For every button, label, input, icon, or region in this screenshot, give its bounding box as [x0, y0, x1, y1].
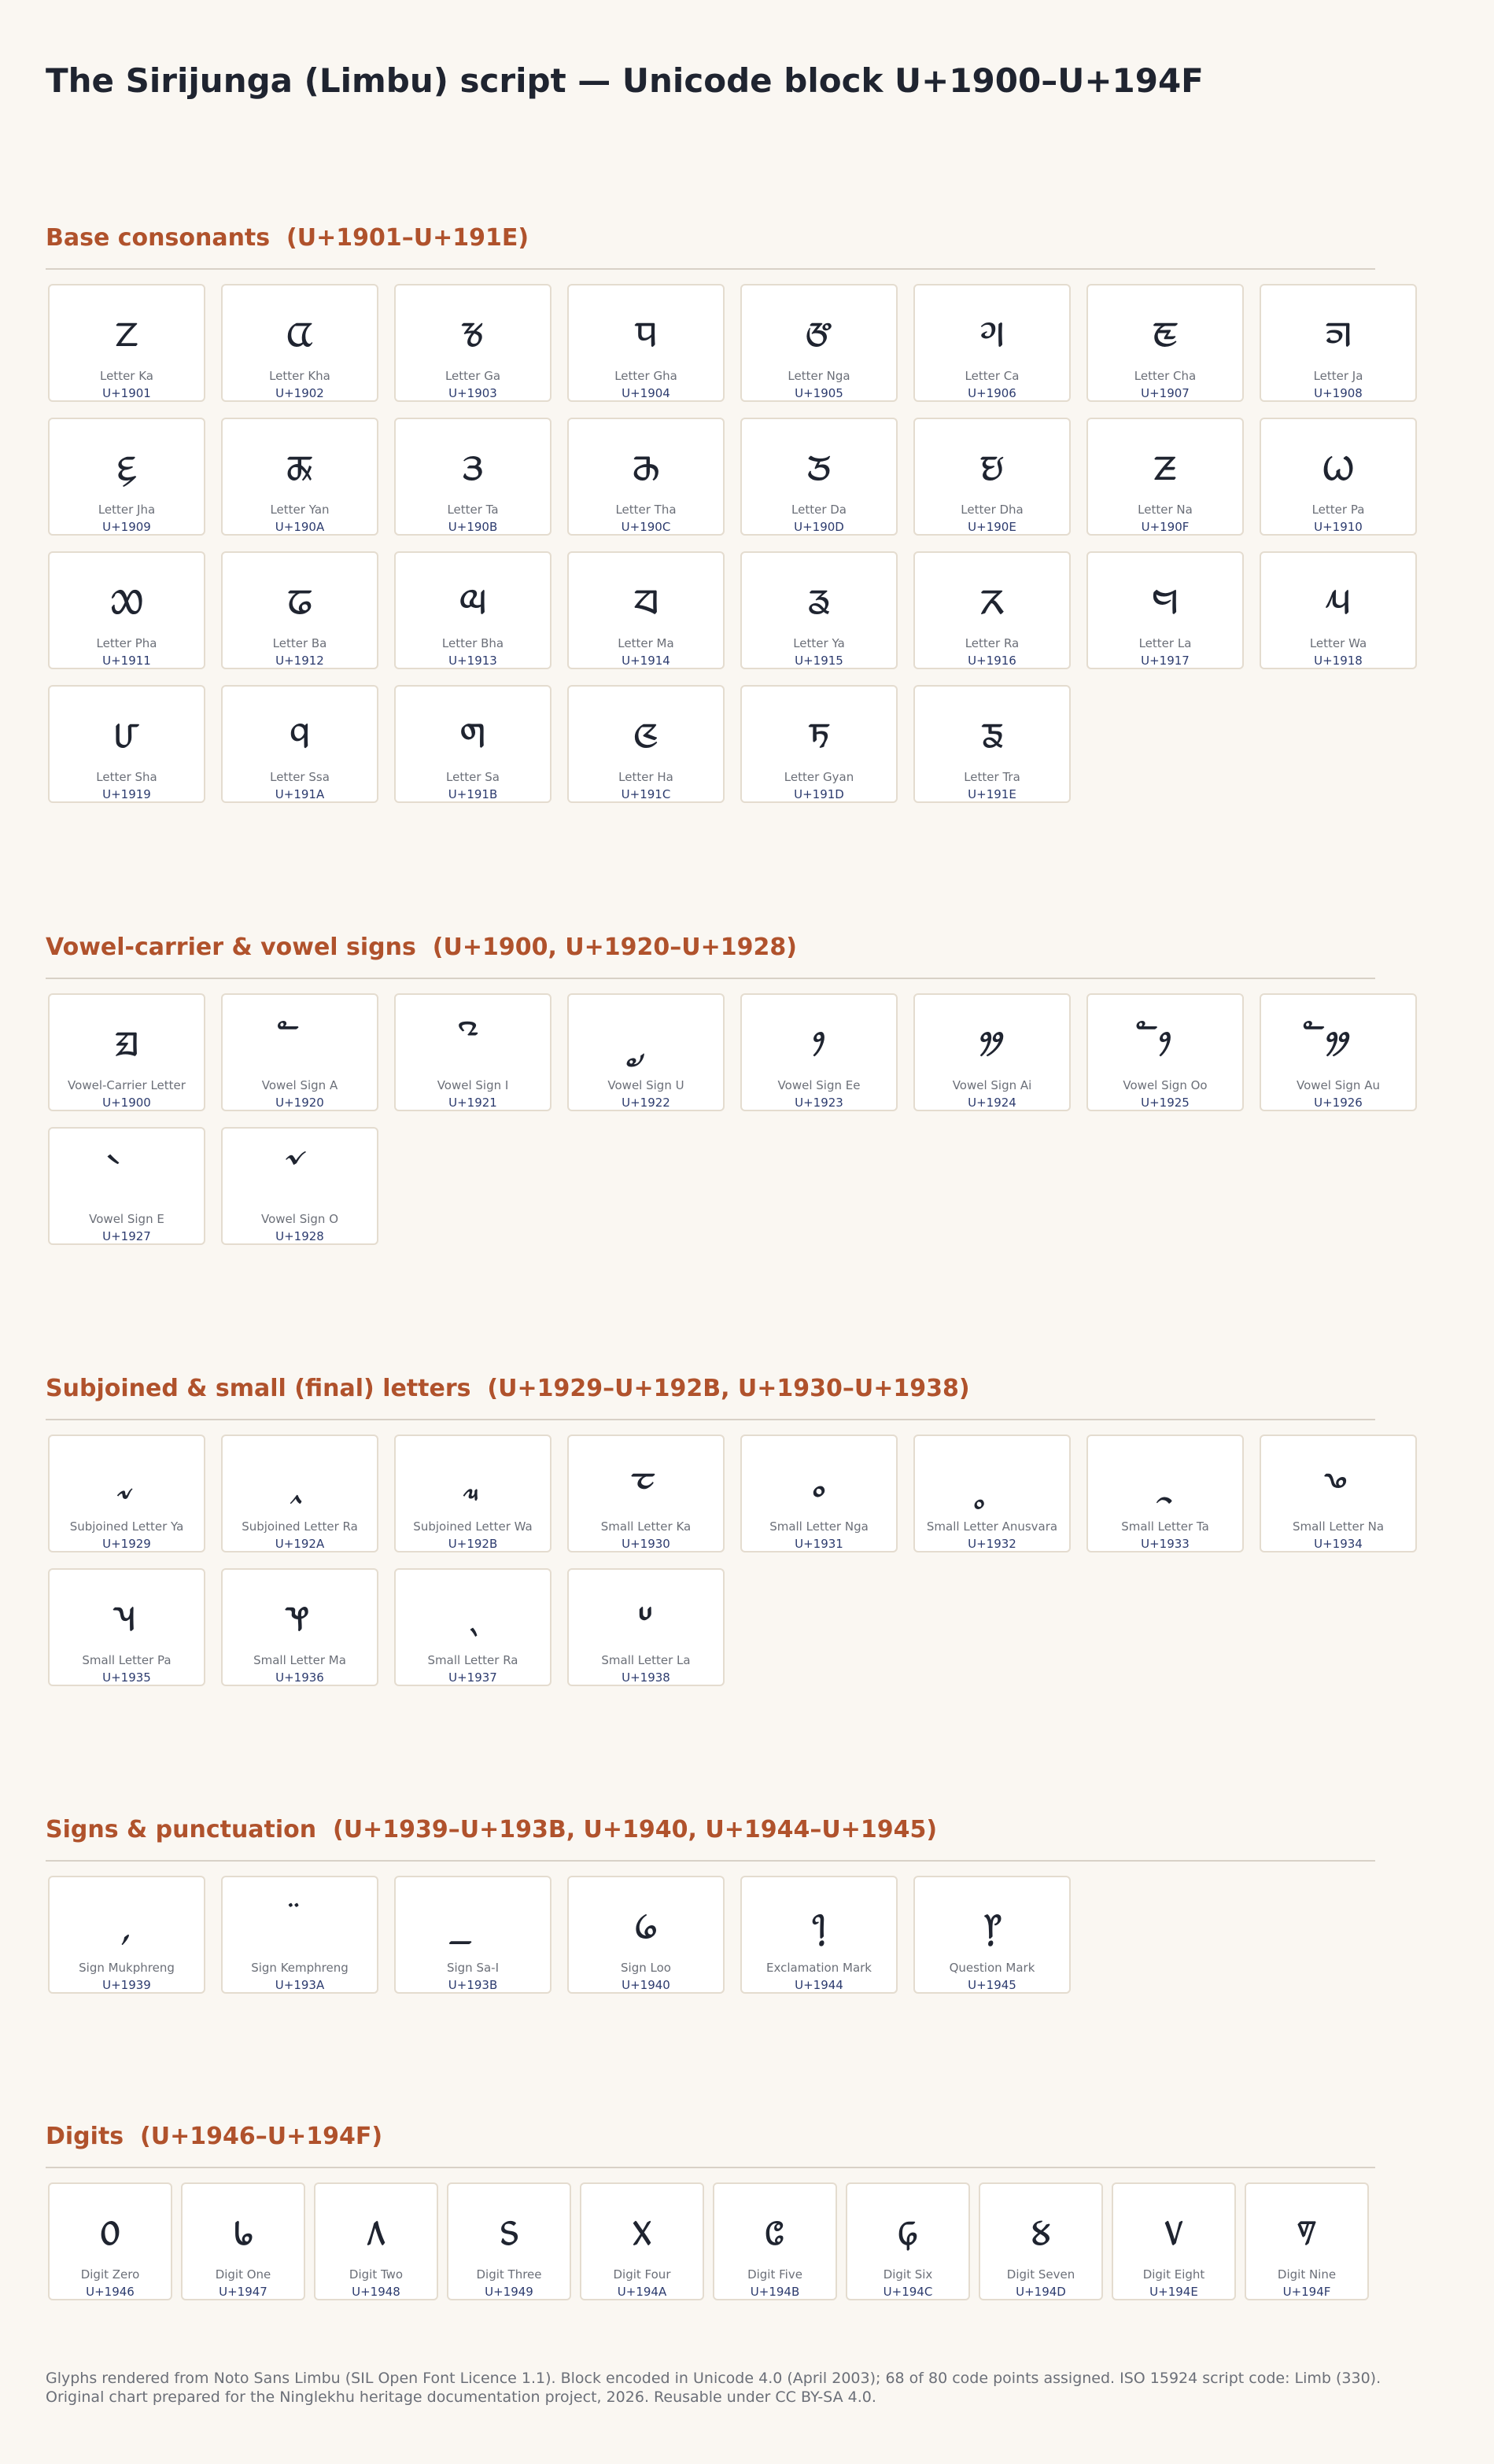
glyph-card [48, 685, 205, 803]
glyph-specimen: ᥆ [100, 2199, 120, 2256]
glyph-card [1086, 1435, 1244, 1552]
glyph-name: Small Letter Ra [427, 1653, 518, 1667]
code-point: U+1924 [968, 1096, 1016, 1110]
glyph-card [1260, 551, 1417, 669]
section-base-consonants [46, 224, 1375, 801]
glyph-name: Digit One [215, 2267, 271, 2282]
glyph-name: Vowel Sign O [261, 1212, 338, 1226]
code-point: U+1948 [352, 2285, 400, 2299]
glyph-card [48, 551, 205, 669]
glyph-card [913, 1435, 1071, 1552]
glyph-name: Letter Ja [1313, 369, 1363, 383]
section-heading: Subjoined & small (final) letters (U+1929–U+192B, U+1930–U+1938) [46, 1375, 970, 1402]
code-point: U+190E [968, 520, 1016, 534]
code-point: U+1901 [102, 386, 151, 400]
glyph-specimen: ᤤ [979, 1010, 1005, 1067]
glyph-specimen: ᤕ [807, 568, 831, 625]
glyph-name: Question Mark [949, 1961, 1035, 1975]
code-point: U+1910 [1314, 520, 1363, 534]
glyph-name: Small Letter Ma [253, 1653, 346, 1667]
glyph-name: Small Letter Na [1292, 1519, 1385, 1534]
glyph-specimen: ᥅ [981, 1892, 1003, 1950]
glyph-grid [48, 284, 1417, 803]
code-point: U+1912 [275, 654, 324, 668]
glyph-specimen [223, 1891, 377, 1951]
code-point: U+1926 [1314, 1096, 1363, 1110]
glyph-specimen [396, 1891, 550, 1951]
glyph-card [394, 993, 551, 1111]
glyph-name: Digit Two [349, 2267, 404, 2282]
glyph-specimen: ᤄ [634, 300, 658, 358]
glyph-card [314, 2182, 438, 2300]
code-point: U+192A [275, 1537, 325, 1551]
glyph-name: Letter Kha [269, 369, 330, 383]
code-point: U+1944 [795, 1978, 843, 1992]
glyph-name: Vowel Sign E [89, 1212, 164, 1226]
code-point: U+1903 [448, 386, 497, 400]
code-point: U+1906 [968, 386, 1016, 400]
glyph-card [913, 551, 1071, 669]
code-point: U+1917 [1141, 654, 1190, 668]
code-point: U+190F [1141, 520, 1190, 534]
code-point: U+1923 [795, 1096, 843, 1110]
glyph-specimen: ᤹ [123, 1892, 131, 1950]
glyph-specimen: ᥉ [499, 2199, 519, 2256]
glyph-specimen: ᤇ [1152, 300, 1179, 358]
glyph-specimen: ᤱ [812, 1451, 826, 1508]
code-point: U+190D [794, 520, 844, 534]
section-divider [46, 2167, 1375, 2168]
glyph-card [221, 1568, 378, 1686]
glyph-name: Letter Ba [272, 636, 327, 650]
glyph-name: Letter Tra [964, 770, 1020, 784]
code-point: U+1927 [102, 1229, 151, 1243]
code-point: U+1933 [1141, 1537, 1190, 1551]
code-point: U+1909 [102, 520, 151, 534]
glyph-specimen: ᤶ [290, 1585, 310, 1642]
glyph-grid [48, 993, 1417, 1245]
glyph-card [1245, 2182, 1369, 2300]
glyph-name: Digit Four [613, 2267, 671, 2282]
glyph-specimen: ᤞ [980, 702, 1004, 759]
glyph-specimen [569, 1009, 723, 1069]
glyph-specimen: ᤀ [114, 1010, 139, 1067]
code-point: U+194B [750, 2285, 800, 2299]
code-point: U+194F [1282, 2285, 1331, 2299]
glyph-specimen: ᤉ [116, 434, 137, 492]
glyph-name: Subjoined Letter Ya [69, 1519, 184, 1534]
glyph-name: Small Letter Anusvara [926, 1519, 1058, 1534]
glyph-card [48, 993, 205, 1111]
glyph-card [394, 551, 551, 669]
code-point: U+1947 [219, 2285, 267, 2299]
glyph-specimen [223, 1450, 377, 1510]
code-point: U+1911 [102, 654, 151, 668]
code-point: U+1916 [968, 654, 1016, 668]
glyph-card [1086, 993, 1244, 1111]
glyph-card [221, 418, 378, 536]
glyph-card [567, 1568, 725, 1686]
code-point: U+1921 [448, 1096, 497, 1110]
glyph-card [913, 1876, 1071, 1994]
code-point: U+191B [448, 787, 498, 801]
glyph-card [221, 1876, 378, 1994]
code-point: U+1929 [102, 1537, 151, 1551]
glyph-card [48, 1568, 205, 1686]
glyph-card [913, 685, 1071, 803]
glyph-name: Sign Sa-I [446, 1961, 500, 1975]
glyph-card [394, 284, 551, 402]
glyph-name: Sign Mukphreng [79, 1961, 175, 1975]
code-point: U+1913 [448, 654, 497, 668]
glyph-specimen: ᤖ [979, 568, 1005, 625]
glyph-specimen: ᥀ [634, 1892, 658, 1950]
glyph-card [48, 284, 205, 402]
glyph-card [221, 1435, 378, 1552]
glyph-name: Exclamation Mark [766, 1961, 872, 1975]
code-point: U+1920 [275, 1096, 324, 1110]
glyph-card [740, 418, 898, 536]
code-point: U+1905 [795, 386, 843, 400]
glyph-name: Vowel Sign I [437, 1078, 509, 1092]
glyph-card [394, 1435, 551, 1552]
glyph-name: Digit Zero [80, 2267, 140, 2282]
glyph-name: Letter Ga [445, 369, 501, 383]
glyph-grid [48, 1435, 1417, 1686]
code-point: U+1914 [622, 654, 670, 668]
glyph-name: Letter Sha [96, 770, 157, 784]
code-point: U+1935 [102, 1670, 151, 1685]
glyph-card [221, 284, 378, 402]
section-heading: Digits (U+1946–U+194F) [46, 2123, 383, 2150]
glyph-card [567, 551, 725, 669]
section-digits [46, 2123, 1375, 2299]
glyph-specimen: ᤳ [1158, 1451, 1172, 1508]
glyph-specimen: ᤷ [468, 1585, 478, 1642]
glyph-name: Letter Nga [788, 369, 850, 383]
glyph-name: Letter Cha [1134, 369, 1197, 383]
code-point: U+1938 [622, 1670, 670, 1685]
glyph-specimen: ᤆ [979, 300, 1005, 358]
code-point: U+1928 [275, 1229, 324, 1243]
glyph-card [913, 418, 1071, 536]
glyph-specimen: ᤘ [1326, 568, 1351, 625]
glyph-card [221, 685, 378, 803]
glyph-specimen: ᤔ [633, 568, 659, 625]
glyph-card [221, 993, 378, 1111]
glyph-name: Letter Pha [96, 636, 157, 650]
section-heading: Vowel-carrier & vowel signs (U+1900, U+1920–U+1928) [46, 934, 797, 961]
glyph-card [567, 685, 725, 803]
code-point: U+190C [621, 520, 671, 534]
glyph-name: Letter Ca [965, 369, 1020, 383]
glyph-name: Letter Dha [961, 503, 1024, 517]
glyph-card [1112, 2182, 1236, 2300]
code-point: U+1915 [795, 654, 843, 668]
glyph-card [567, 1876, 725, 1994]
code-point: U+1945 [968, 1978, 1016, 1992]
glyph-name: Letter Jha [98, 503, 156, 517]
glyph-grid [48, 1876, 1417, 1994]
glyph-name: Letter Wa [1309, 636, 1367, 650]
glyph-specimen: ᤐ [1322, 434, 1354, 492]
code-point: U+194D [1016, 2285, 1066, 2299]
glyph-card [913, 284, 1071, 402]
glyph-specimen: ᤦ [1325, 1010, 1352, 1067]
glyph-specimen: ᤣ [812, 1010, 826, 1067]
code-point: U+194E [1149, 2285, 1198, 2299]
glyph-specimen: ᤅ [805, 300, 833, 358]
glyph-card [740, 284, 898, 402]
glyph-card [740, 1876, 898, 1994]
glyph-card [48, 418, 205, 536]
glyph-name: Vowel Sign Au [1297, 1078, 1380, 1092]
glyph-card [567, 418, 725, 536]
glyph-name: Letter Ma [618, 636, 674, 650]
glyph-card [567, 993, 725, 1111]
glyph-specimen [915, 1450, 1069, 1510]
code-point: U+190B [448, 520, 498, 534]
glyph-specimen: ᤛ [459, 702, 486, 759]
glyph-name: Letter Tha [615, 503, 677, 517]
code-point: U+1939 [102, 1978, 151, 1992]
glyph-name: Sign Loo [621, 1961, 671, 1975]
glyph-name: Letter Ka [99, 369, 153, 383]
glyph-name: Digit Three [476, 2267, 542, 2282]
glyph-card [740, 685, 898, 803]
glyph-specimen: ᤵ [117, 1585, 136, 1642]
glyph-name: Subjoined Letter Wa [413, 1519, 533, 1534]
glyph-card [394, 685, 551, 803]
code-point: U+1904 [622, 386, 670, 400]
glyph-specimen: ᤝ [807, 702, 831, 759]
glyph-specimen: ᥏ [1297, 2199, 1317, 2256]
code-point: U+1940 [622, 1978, 670, 1992]
glyph-name: Letter Ya [793, 636, 845, 650]
section-subjoined-small-letters [46, 1375, 1385, 1685]
glyph-specimen: ᤎ [979, 434, 1005, 492]
glyph-name: Letter Sa [446, 770, 500, 784]
glyph-name: Letter Gha [614, 369, 677, 383]
code-point: U+193A [275, 1978, 325, 1992]
glyph-specimen: ᤍ [806, 434, 832, 492]
glyph-specimen: ᤋ [462, 434, 484, 492]
glyph-specimen: ᤚ [290, 702, 310, 759]
page-title: The Sirijunga (Limbu) script — Unicode block U+1900–U+194F [46, 61, 1204, 100]
glyph-card [740, 993, 898, 1111]
section-heading: Signs & punctuation (U+1939–U+193B, U+1940, U+1944–U+1945) [46, 1816, 938, 1843]
glyph-name: Vowel Sign Ee [777, 1078, 861, 1092]
glyph-specimen: ᥍ [1031, 2199, 1051, 2256]
code-point: U+1922 [622, 1096, 670, 1110]
glyph-specimen: ᤫ [467, 1451, 479, 1508]
glyph-specimen [50, 1143, 204, 1203]
glyph-name: Letter La [1138, 636, 1192, 650]
glyph-card [740, 1435, 898, 1552]
glyph-specimen: ᤃ [461, 300, 485, 358]
glyph-card [48, 1127, 205, 1245]
section-divider [46, 268, 1375, 270]
glyph-name: Sign Kemphreng [251, 1961, 349, 1975]
glyph-card [567, 1435, 725, 1552]
code-point: U+1936 [275, 1670, 324, 1685]
glyph-name: Small Letter La [601, 1653, 691, 1667]
glyph-card [181, 2182, 305, 2300]
glyph-card [580, 2182, 704, 2300]
glyph-name: Small Letter Ta [1121, 1519, 1209, 1534]
code-point: U+1900 [102, 1096, 151, 1110]
glyph-specimen: ᤥ [1158, 1010, 1172, 1067]
glyph-name: Letter Ta [447, 503, 499, 517]
glyph-name: Letter Pa [1311, 503, 1365, 517]
glyph-specimen: ᥊ [632, 2199, 652, 2256]
glyph-name: Vowel Sign U [607, 1078, 684, 1092]
glyph-specimen: ᤌ [633, 434, 659, 492]
glyph-name: Small Letter Nga [769, 1519, 869, 1534]
code-point: U+1937 [448, 1670, 497, 1685]
glyph-name: Letter Ha [618, 770, 673, 784]
glyph-name: Digit Five [747, 2267, 802, 2282]
section-signs-punctuation [46, 1816, 1375, 1992]
code-point: U+191E [968, 787, 1016, 801]
glyph-card [979, 2182, 1103, 2300]
glyph-card [48, 1435, 205, 1552]
glyph-specimen: ᤙ [113, 702, 140, 759]
glyph-name: Vowel Sign Ai [952, 1078, 1032, 1092]
glyph-specimen: ᤡ [467, 1010, 478, 1067]
glyph-specimen: ᥋ [765, 2199, 785, 2256]
glyph-card [221, 1127, 378, 1245]
code-point: U+1908 [1314, 386, 1363, 400]
code-point: U+1932 [968, 1537, 1016, 1551]
code-point: U+1946 [86, 2285, 135, 2299]
glyph-card [913, 993, 1071, 1111]
glyph-specimen [223, 1143, 377, 1203]
code-point: U+191D [794, 787, 844, 801]
glyph-name: Letter Ssa [270, 770, 330, 784]
glyph-specimen: ᤈ [1324, 300, 1352, 358]
glyph-card [1086, 284, 1244, 402]
glyph-card [567, 284, 725, 402]
glyph-specimen: ᤸ [639, 1585, 653, 1642]
glyph-card [394, 418, 551, 536]
glyph-name: Vowel Sign A [261, 1078, 338, 1092]
code-point: U+193B [448, 1978, 498, 1992]
code-point: U+191A [275, 787, 325, 801]
code-point: U+194C [883, 2285, 933, 2299]
code-point: U+192B [448, 1537, 498, 1551]
section-vowel-signs [46, 934, 1380, 1243]
glyph-card [48, 1876, 205, 1994]
glyph-card [1086, 551, 1244, 669]
code-point: U+1918 [1314, 654, 1363, 668]
code-point: U+1949 [485, 2285, 533, 2299]
glyph-specimen: ᤴ [1329, 1451, 1348, 1508]
glyph-name: Vowel-Carrier Letter [68, 1078, 186, 1092]
glyph-name: Subjoined Letter Ra [242, 1519, 358, 1534]
glyph-name: Letter Gyan [784, 770, 854, 784]
footer-line-source: Glyphs rendered from Noto Sans Limbu (SIL Open Font Licence 1.1). Block encoded in Unicode 4.0 (April 2003); 68 of 80 code points assigned. ISO 15924 script code: Limb (330). [46, 2370, 1381, 2387]
section-divider [46, 1860, 1375, 1862]
glyph-name: Small Letter Ka [600, 1519, 692, 1534]
glyph-name: Digit Six [883, 2267, 933, 2282]
glyph-name: Letter Na [1138, 503, 1193, 517]
code-point: U+194A [617, 2285, 667, 2299]
glyph-specimen: ᤓ [459, 568, 487, 625]
glyph-card [1260, 284, 1417, 402]
glyph-card [1260, 418, 1417, 536]
glyph-specimen: ᤊ [286, 434, 314, 492]
glyph-specimen: ᤁ [115, 300, 138, 358]
code-point: U+1934 [1314, 1537, 1363, 1551]
glyph-name: Letter Da [791, 503, 847, 517]
code-point: U+191C [621, 787, 671, 801]
glyph-specimen: ᤂ [286, 300, 313, 358]
glyph-card [1260, 1435, 1417, 1552]
glyph-specimen: ᥄ [810, 1892, 828, 1950]
glyph-specimen: ᥈ [366, 2199, 386, 2256]
code-point: U+1919 [102, 787, 151, 801]
glyph-name: Small Letter Pa [82, 1653, 172, 1667]
glyph-name: Letter Yan [270, 503, 330, 517]
glyph-specimen: ᤏ [1153, 434, 1178, 492]
glyph-card [1086, 418, 1244, 536]
code-point: U+1907 [1141, 386, 1190, 400]
code-point: U+1925 [1141, 1096, 1190, 1110]
section-divider [46, 1419, 1375, 1420]
glyph-specimen: ᤑ [110, 568, 143, 625]
glyph-name: Letter Bha [441, 636, 504, 650]
glyph-card [1260, 993, 1417, 1111]
section-heading: Base consonants (U+1901–U+191E) [46, 224, 529, 252]
glyph-specimen: ᥎ [1164, 2199, 1184, 2256]
glyph-name: Vowel Sign Oo [1123, 1078, 1208, 1092]
code-point: U+1902 [275, 386, 324, 400]
glyph-specimen: ᤒ [286, 568, 313, 625]
glyph-card [221, 551, 378, 669]
footer-notes [46, 2369, 1462, 2407]
code-point: U+190A [275, 520, 325, 534]
glyph-name: Digit Eight [1142, 2267, 1205, 2282]
code-point: U+1931 [795, 1537, 843, 1551]
glyph-specimen: ᤗ [1152, 568, 1179, 625]
footer-line-credit: Original chart prepared for the Ninglekhu heritage documentation project, 2026. Reusable under CC BY-SA 4.0. [46, 2388, 876, 2406]
glyph-specimen: ᤩ [120, 1451, 133, 1508]
glyph-specimen: ᥌ [898, 2199, 918, 2256]
glyph-grid [48, 2182, 1369, 2300]
glyph-card [846, 2182, 970, 2300]
glyph-specimen: ᤰ [636, 1451, 656, 1508]
glyph-name: Digit Seven [1006, 2267, 1075, 2282]
glyph-specimen [223, 1009, 377, 1069]
glyph-card [447, 2182, 571, 2300]
glyph-name: Letter Ra [965, 636, 1020, 650]
glyph-card [740, 551, 898, 669]
glyph-card [713, 2182, 837, 2300]
glyph-specimen: ᤜ [633, 702, 658, 759]
glyph-name: Digit Nine [1277, 2267, 1337, 2282]
section-divider [46, 978, 1375, 979]
glyph-card [394, 1568, 551, 1686]
code-point: U+1930 [622, 1537, 670, 1551]
glyph-card [48, 2182, 172, 2300]
glyph-card [394, 1876, 551, 1994]
glyph-specimen: ᥇ [233, 2199, 253, 2256]
